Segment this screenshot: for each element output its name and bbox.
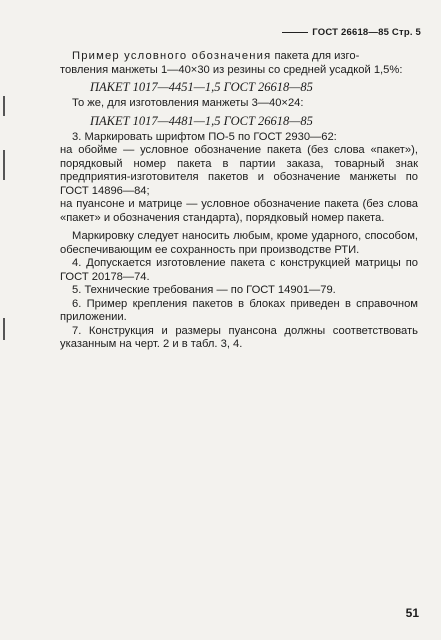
paragraph-5: 5. Технические требования — по ГОСТ 14901—79. bbox=[72, 284, 336, 296]
designation-formula-2: ПАКЕТ 1017—4481—1,5 ГОСТ 26618—85 bbox=[90, 113, 313, 128]
designation-formula-1: ПАКЕТ 1017—4451—1,5 ГОСТ 26618—85 bbox=[90, 80, 313, 94]
scan-edge-mark bbox=[3, 318, 5, 340]
example-lead-tail: пакета для изго- bbox=[271, 50, 360, 62]
paragraph-3-holder: на обойме — условное обозначение пакета (без слова «пакет»), порядковый номер пакета в партии заказа, товарный знак предприятия-изготовителя пакетов и обозначение манжеты по ГОСТ 14896—84; bbox=[60, 144, 418, 197]
paragraph-marking: Маркировку следует наносить любым, кроме ударного, способом, обеспечивающим ее сохранность при производстве РТИ. bbox=[60, 230, 418, 256]
scan-edge-mark bbox=[3, 96, 5, 116]
paragraph-same: То же, для изготовления манжеты 3—40×24: bbox=[72, 97, 304, 109]
paragraph-7: 7. Конструкция и размеры пуансона должны соответствовать указанным на черт. 2 и в табл. 3, 4. bbox=[60, 324, 418, 350]
scan-edge-mark bbox=[3, 150, 5, 180]
paragraph-3: 3. Маркировать шрифтом ПО-5 по ГОСТ 2930—62: bbox=[72, 130, 337, 143]
example-line2: товления манжеты 1—40×30 из резины со средней усадкой 1,5%: bbox=[60, 63, 403, 76]
header-text: ГОСТ 26618—85 Стр. 5 bbox=[312, 27, 421, 38]
page-header bbox=[282, 27, 421, 38]
page-number: 51 bbox=[405, 606, 419, 620]
header-rule bbox=[282, 32, 308, 34]
paragraph-example bbox=[60, 50, 418, 64]
paragraph-4: 4. Допускается изготовление пакета с конструкцией матрицы по ГОСТ 20178—74. bbox=[60, 257, 418, 283]
paragraph-3-punch: на пуансоне и матрице — условное обозначение пакета (без слова «пакет» и обозначения стандарта), порядковый номер пакета. bbox=[60, 198, 418, 224]
page-body bbox=[60, 50, 418, 352]
example-lead: Пример условного обозначения bbox=[72, 50, 272, 62]
paragraph-6: 6. Пример крепления пакетов в блоках приведен в справочном приложении. bbox=[60, 297, 418, 323]
